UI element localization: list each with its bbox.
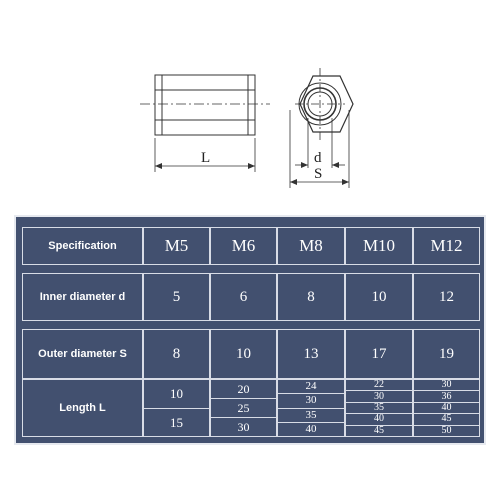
length-value: 20 [211, 380, 276, 399]
header-size-m12: M12 [413, 227, 480, 265]
length-value: 30 [278, 394, 344, 408]
header-size-m10: M10 [345, 227, 413, 265]
nut-side-view [140, 75, 270, 135]
length-value: 35 [278, 409, 344, 423]
nut-end-view [295, 68, 353, 140]
length-value: 40 [414, 403, 479, 414]
nut-technical-drawing [0, 0, 500, 200]
length-value: 10 [144, 380, 209, 409]
dim-label-L: L [201, 150, 211, 166]
outer-diameter-m10: 17 [345, 329, 413, 379]
length-cell-m6 [210, 379, 277, 437]
row-label-inner-diameter: Inner diameter d [22, 273, 143, 321]
outer-diameter-m8: 13 [277, 329, 345, 379]
inner-diameter-m8: 8 [277, 273, 345, 321]
length-cell-m8 [277, 379, 345, 437]
outer-diameter-m5: 8 [143, 329, 210, 379]
length-value: 40 [346, 414, 412, 425]
row-label-length: Length L [22, 379, 143, 437]
inner-diameter-m12: 12 [413, 273, 480, 321]
length-value: 24 [278, 380, 344, 394]
length-cell-m5 [143, 379, 210, 437]
length-value: 45 [414, 414, 479, 425]
length-value: 45 [374, 424, 384, 436]
outer-diameter-m12: 19 [413, 329, 480, 379]
length-cell-m12 [413, 379, 480, 437]
inner-diameter-m10: 10 [345, 273, 413, 321]
inner-diameter-m5: 5 [143, 273, 210, 321]
outer-diameter-m6: 10 [210, 329, 277, 379]
length-value: 15 [170, 414, 183, 430]
length-value: 25 [211, 399, 276, 418]
header-size-m5: M5 [143, 227, 210, 265]
header-size-m6: M6 [210, 227, 277, 265]
inner-diameter-m6: 6 [210, 273, 277, 321]
length-value: 40 [305, 422, 317, 435]
dim-label-d: d [314, 150, 322, 166]
length-cell-m10 [345, 379, 413, 437]
row-label-outer-diameter: Outer diameter S [22, 329, 143, 379]
length-value: 22 [346, 380, 412, 391]
dim-label-S: S [314, 166, 323, 182]
length-value: 36 [414, 391, 479, 402]
length-value: 30 [237, 420, 250, 434]
length-value: 35 [346, 403, 412, 414]
length-value: 30 [346, 391, 412, 402]
length-value: 30 [414, 380, 479, 391]
specification-table [14, 215, 486, 445]
header-specification: Specification [22, 227, 143, 265]
header-size-m8: M8 [277, 227, 345, 265]
length-value: 50 [441, 424, 452, 436]
